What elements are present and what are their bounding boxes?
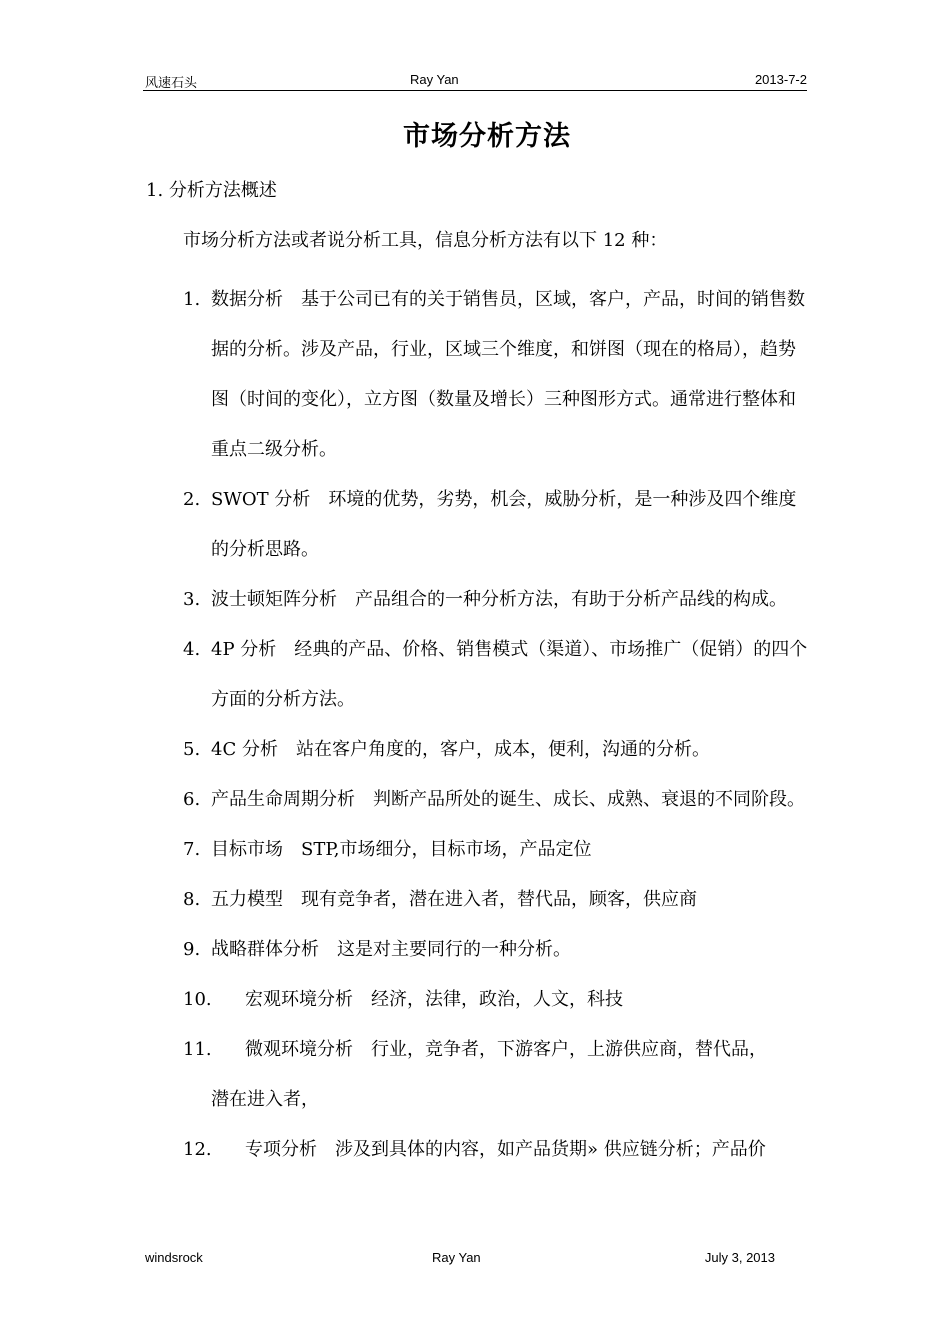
item-term: 战略群体分析 — [211, 939, 319, 960]
item-desc: 现有竞争者，潜在进入者，替代品，顾客，供应商 — [301, 889, 697, 910]
footer-date: July 3, 2013 — [704, 1250, 775, 1265]
list-item — [183, 925, 808, 975]
item-term: 4C 分析 — [211, 739, 278, 760]
footer-left-text: windsrock — [145, 1250, 203, 1265]
item-number: 12. — [183, 1139, 212, 1160]
item-term: 产品生命周期分析 — [211, 789, 355, 810]
item-number: 2. — [183, 489, 201, 510]
section-heading — [146, 176, 277, 202]
list-item — [183, 1025, 808, 1125]
footer-author: Ray Yan — [432, 1250, 481, 1265]
list-item — [183, 825, 808, 875]
list-item — [183, 475, 808, 575]
item-number: 4. — [183, 639, 201, 660]
header-author: Ray Yan — [410, 72, 459, 87]
item-number: 8. — [183, 889, 201, 910]
item-desc: 这是对主要同行的一种分析。 — [337, 939, 571, 960]
item-desc: 涉及到具体的内容，如产品货期» 供应链分析；产品价 — [335, 1139, 766, 1160]
list-item — [183, 1125, 808, 1175]
item-desc: 产品组合的一种分析方法，有助于分析产品线的构成。 — [355, 589, 787, 610]
header-date: 2013-7-2 — [754, 72, 807, 87]
item-number: 10. — [183, 989, 212, 1010]
item-term: 微观环境分析 — [245, 1039, 353, 1060]
header-left-text: 风速石头 — [145, 75, 198, 90]
item-term: 专项分析 — [245, 1139, 317, 1160]
intro-paragraph: 市场分析方法或者说分析工具，信息分析方法有以下 12 种： — [183, 230, 668, 251]
item-desc: 环境的优势，劣势，机会，威胁分析，是一种涉及四个维度的分析思路。 — [211, 489, 797, 560]
item-term: 宏观环境分析 — [245, 989, 353, 1010]
item-desc: 判断产品所处的诞生、成长、成熟、衰退的不同阶段。 — [373, 789, 805, 810]
section-title: 分析方法概述 — [168, 180, 277, 201]
item-desc-continued: 潜在进入者， — [211, 1089, 319, 1110]
item-term: 数据分析 — [211, 289, 283, 310]
item-desc: STP,市场细分，目标市场，产品定位 — [301, 839, 592, 860]
item-number: 11. — [183, 1039, 212, 1060]
page-footer — [143, 1250, 783, 1270]
item-number: 1. — [183, 289, 201, 310]
item-number: 6. — [183, 789, 201, 810]
item-term: 4P 分析 — [211, 639, 277, 660]
list-item — [183, 725, 808, 775]
list-item — [183, 875, 808, 925]
item-number: 9. — [183, 939, 201, 960]
item-term: 波士顿矩阵分析 — [211, 589, 337, 610]
item-number: 5. — [183, 739, 201, 760]
list-item — [183, 975, 808, 1025]
item-term: 五力模型 — [211, 889, 283, 910]
item-number: 3. — [183, 589, 201, 610]
list-item — [183, 775, 808, 825]
item-desc: 行业，竞争者，下游客户，上游供应商，替代品， — [371, 1039, 767, 1060]
item-desc: 经典的产品、价格、销售模式（渠道）、市场推广（促销）的四个方面的分析方法。 — [211, 639, 808, 710]
list-item — [183, 275, 808, 475]
item-number: 7. — [183, 839, 201, 860]
page-header — [143, 70, 807, 91]
section-number: 1. — [146, 180, 164, 201]
item-desc: 站在客户角度的，客户，成本，便利，沟通的分析。 — [295, 739, 710, 760]
item-desc: 经济，法律，政治，人文，科技 — [371, 989, 623, 1010]
list-item — [183, 575, 808, 625]
item-term: SWOT 分析 — [211, 489, 311, 510]
method-list — [183, 275, 808, 1175]
document-title: 市场分析方法 — [403, 121, 571, 152]
item-term: 目标市场 — [211, 839, 283, 860]
list-item — [183, 625, 808, 725]
item-desc: 基于公司已有的关于销售员，区域，客户，产品，时间的销售数据的分析。涉及产品，行业，区域三个维度，和饼图（现在的格局），趋势图（时间的变化），立方图（数量及增长）三种图形方式。通常进行整体和重点二级分析。 — [211, 289, 805, 460]
